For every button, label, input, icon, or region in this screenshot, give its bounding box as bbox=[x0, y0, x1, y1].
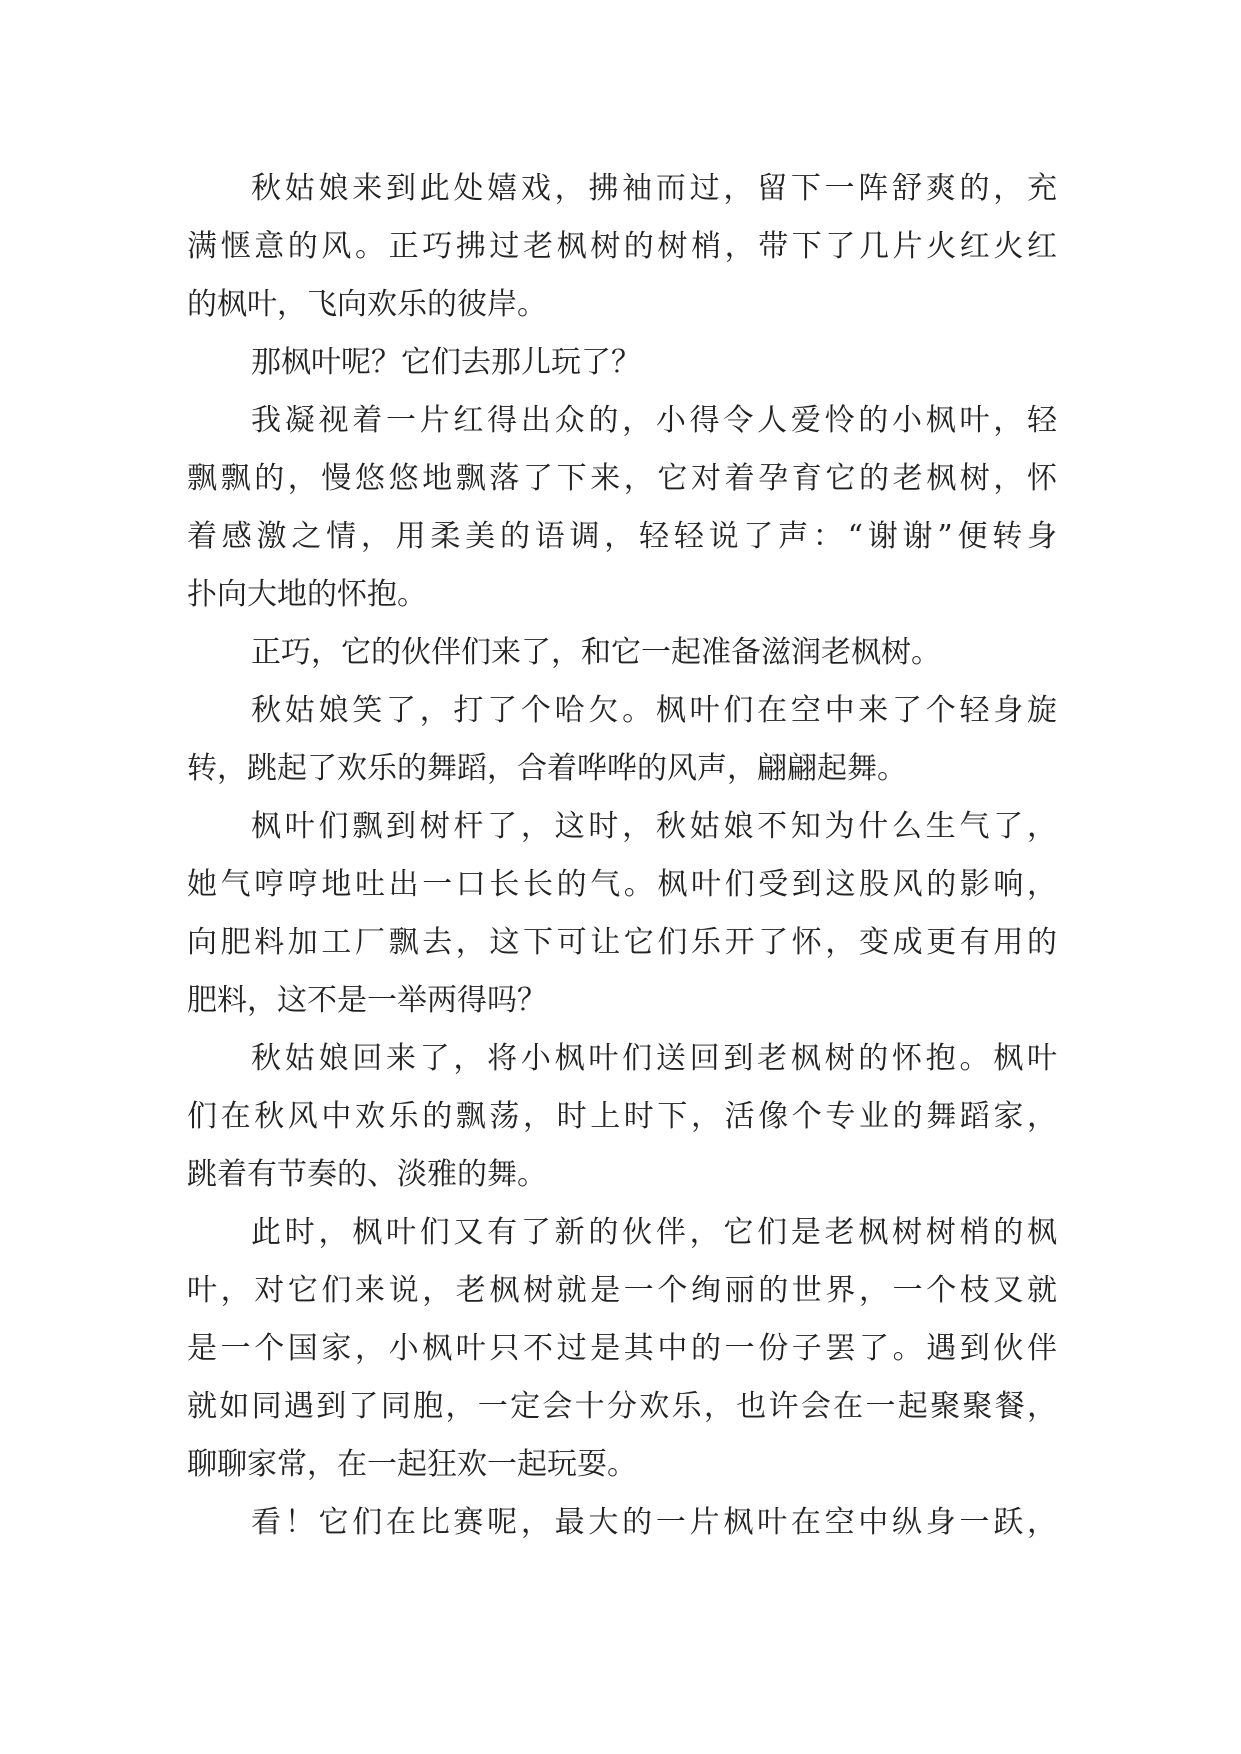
text-line: 跳着有节奏的、淡雅的舞。 bbox=[187, 1157, 547, 1192]
text-line: 着感激之情，用柔美的语调，轻轻说了声：“谢谢”便转身 bbox=[187, 519, 1057, 554]
text-line: 满惬意的风。正巧拂过老枫树的树梢，带下了几片火红火红 bbox=[187, 229, 1057, 264]
text-line: 秋姑娘来到此处嬉戏，拂袖而过，留下一阵舒爽的，充 bbox=[251, 171, 1057, 206]
essay-body bbox=[187, 160, 1057, 1552]
text-line: 那枫叶呢？它们去那儿玩了？ bbox=[251, 345, 641, 380]
text-line: 秋姑娘回来了，将小枫叶们送回到老枫树的怀抱。枫叶 bbox=[251, 1041, 1057, 1076]
text-line: 叶，对它们来说，老枫树就是一个绚丽的世界，一个枝叉就 bbox=[187, 1273, 1057, 1308]
text-line: 转，跳起了欢乐的舞蹈，合着哗哗的风声，翩翩起舞。 bbox=[187, 751, 907, 786]
text-line: 就如同遇到了同胞，一定会十分欢乐，也许会在一起聚聚餐， bbox=[187, 1389, 1057, 1424]
text-line: 正巧，它的伙伴们来了，和它一起准备滋润老枫树。 bbox=[251, 635, 941, 670]
text-line: 此时，枫叶们又有了新的伙伴，它们是老枫树树梢的枫 bbox=[251, 1215, 1057, 1250]
text-line: 是一个国家，小枫叶只不过是其中的一份子罢了。遇到伙伴 bbox=[187, 1331, 1057, 1366]
text-line: 聊聊家常，在一起狂欢一起玩耍。 bbox=[187, 1447, 637, 1482]
text-line: 们在秋风中欢乐的飘荡，时上时下，活像个专业的舞蹈家， bbox=[187, 1099, 1057, 1134]
text-line: 我凝视着一片红得出众的，小得令人爱怜的小枫叶，轻 bbox=[251, 403, 1057, 438]
text-line: 她气哼哼地吐出一口长长的气。枫叶们受到这股风的影响， bbox=[187, 867, 1057, 902]
text-line: 看！它们在比赛呢，最大的一片枫叶在空中纵身一跃， bbox=[251, 1505, 1057, 1540]
text-line: 扑向大地的怀抱。 bbox=[187, 577, 427, 612]
text-line: 肥料，这不是一举两得吗？ bbox=[187, 983, 547, 1018]
text-line: 秋姑娘笑了，打了个哈欠。枫叶们在空中来了个轻身旋 bbox=[251, 693, 1057, 728]
text-line: 枫叶们飘到树杆了，这时，秋姑娘不知为什么生气了， bbox=[251, 809, 1057, 844]
text-line: 的枫叶，飞向欢乐的彼岸。 bbox=[187, 287, 547, 322]
text-line: 飘飘的，慢悠悠地飘落了下来，它对着孕育它的老枫树，怀 bbox=[187, 461, 1057, 496]
text-line: 向肥料加工厂飘去，这下可让它们乐开了怀，变成更有用的 bbox=[187, 925, 1057, 960]
